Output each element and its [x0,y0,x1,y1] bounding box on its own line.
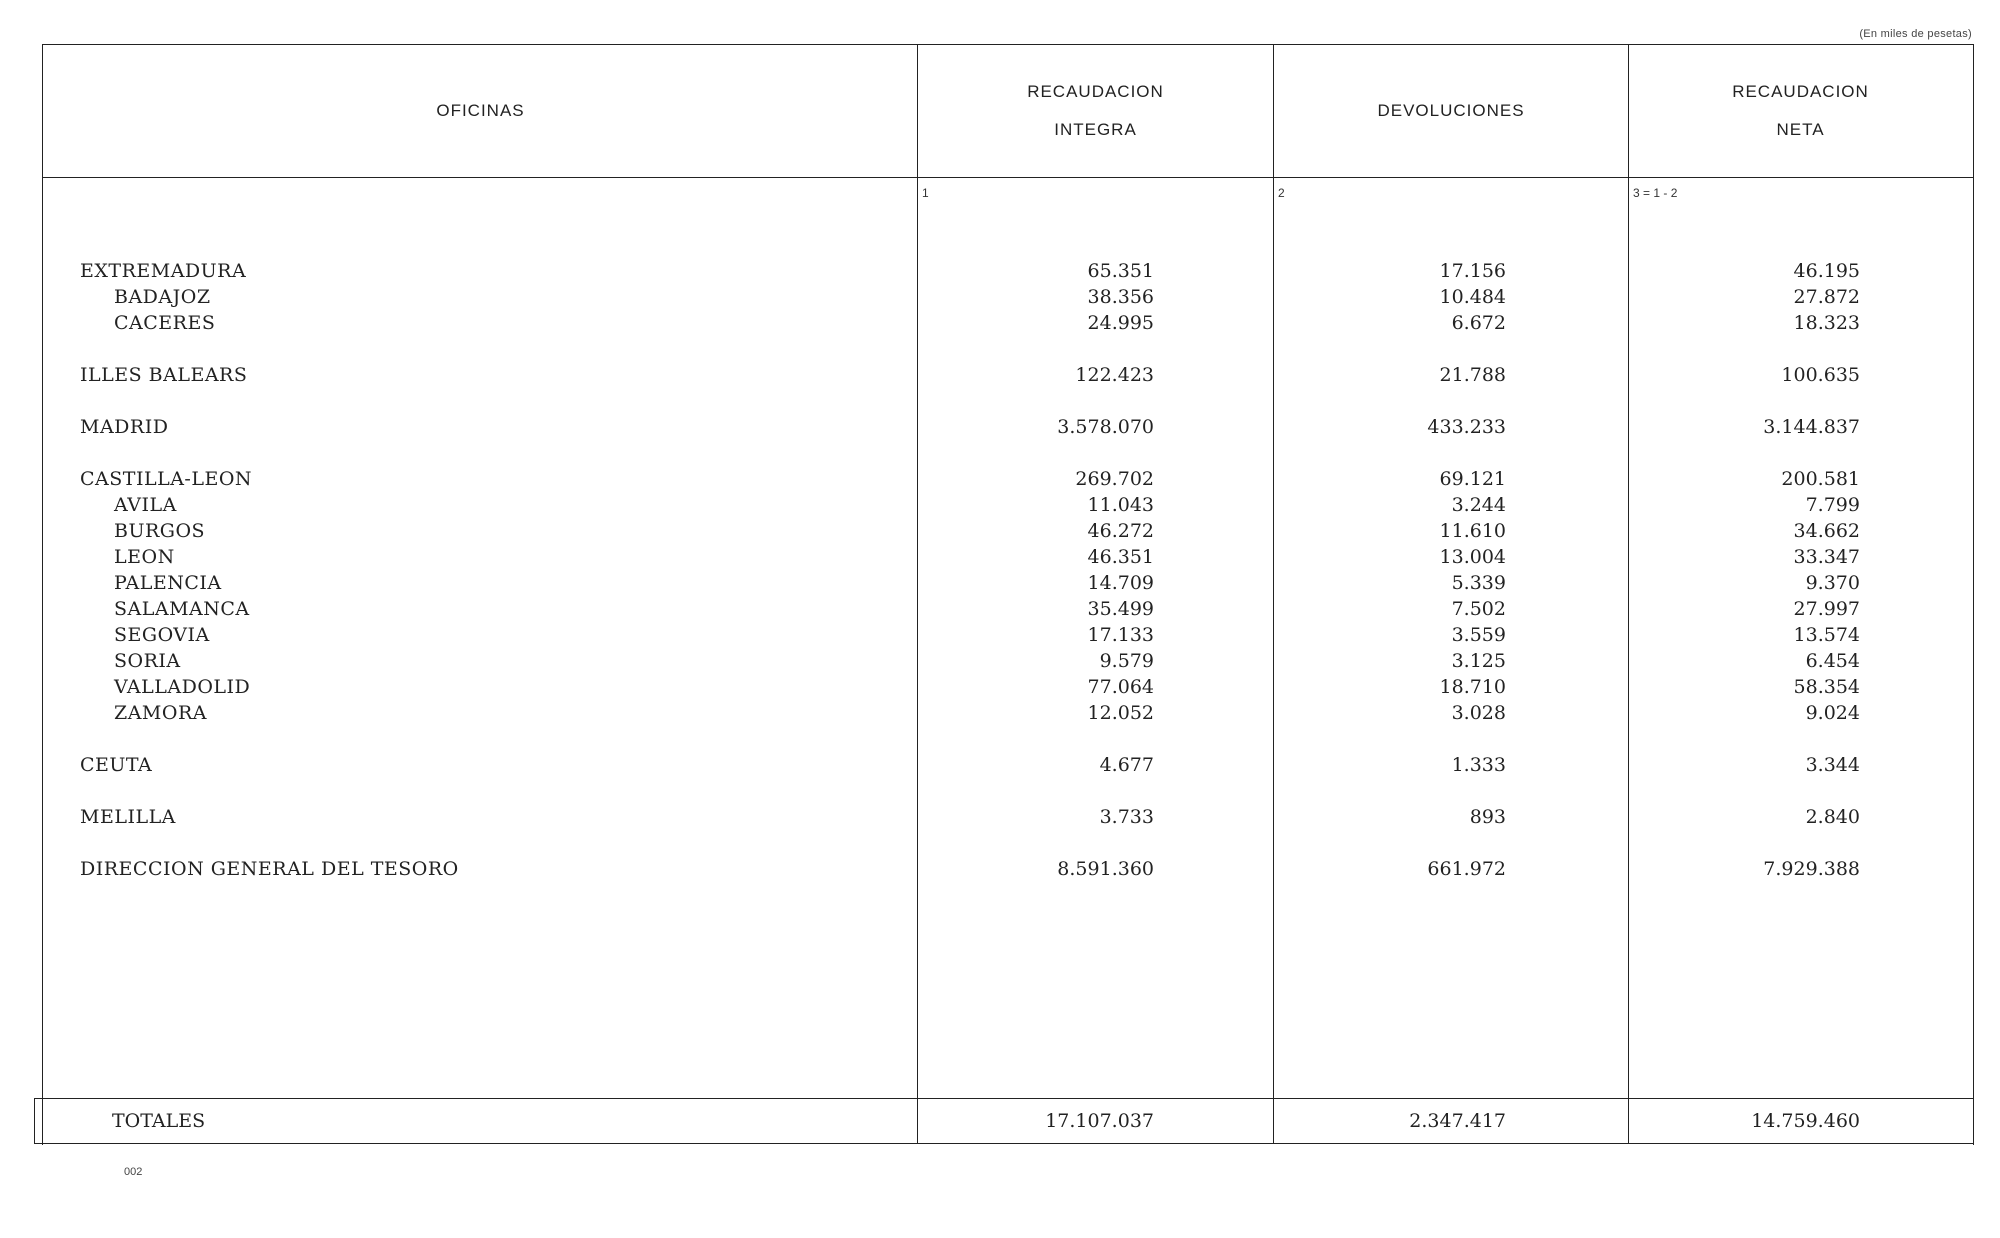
cell-recaudacion-integra: 12.052 [1087,702,1154,724]
table-row [0,648,2000,674]
cell-recaudacion-neta: 58.354 [1793,676,1860,698]
table-row [0,700,2000,726]
table-row [0,752,2000,778]
cell-recaudacion-neta: 200.581 [1781,468,1860,490]
cell-devoluciones: 3.559 [1451,624,1506,646]
cell-devoluciones: 433.233 [1427,416,1506,438]
cell-recaudacion-neta: 6.454 [1805,650,1860,672]
cell-devoluciones: 10.484 [1439,286,1506,308]
table-row [0,544,2000,570]
cell-recaudacion-integra: 38.356 [1087,286,1154,308]
table-row [0,284,2000,310]
cell-devoluciones: 3.125 [1451,650,1506,672]
cell-recaudacion-integra: 4.677 [1099,754,1154,776]
table-row [0,674,2000,700]
cell-devoluciones: 1.333 [1451,754,1506,776]
cell-recaudacion-neta: 13.574 [1793,624,1860,646]
header-recaudacion-neta: RECAUDACION NETA [1732,81,1869,139]
totals-label: TOTALES [112,1110,206,1132]
row-name: ILLES BALEARS [80,364,248,386]
cell-recaudacion-neta: 9.024 [1805,702,1860,724]
totals-neta: 14.759.460 [1751,1110,1860,1132]
cell-recaudacion-integra: 46.272 [1087,520,1154,542]
cell-recaudacion-neta: 7.799 [1805,494,1860,516]
cell-recaudacion-integra: 17.133 [1087,624,1154,646]
row-name: VALLADOLID [114,676,251,698]
cell-devoluciones: 6.672 [1451,312,1506,334]
cell-devoluciones: 5.339 [1451,572,1506,594]
column-number-1: 1 [922,186,929,200]
cell-recaudacion-neta: 27.997 [1793,598,1860,620]
column-number-2: 2 [1278,186,1285,200]
cell-devoluciones: 661.972 [1427,858,1506,880]
row-name: MADRID [80,416,169,438]
cell-recaudacion-neta: 9.370 [1805,572,1860,594]
page-footnote: 002 [124,1166,143,1178]
header-recaudacion-integra: RECAUDACION INTEGRA [1027,81,1164,139]
cell-recaudacion-neta: 18.323 [1793,312,1860,334]
cell-devoluciones: 21.788 [1439,364,1506,386]
cell-recaudacion-integra: 77.064 [1087,676,1154,698]
totals-integra: 17.107.037 [1045,1110,1154,1132]
cell-devoluciones: 3.244 [1451,494,1506,516]
cell-devoluciones: 893 [1469,806,1506,828]
table-row [0,804,2000,830]
header-divider [42,177,1974,178]
units-note: (En miles de pesetas) [1859,28,1972,40]
cell-recaudacion-integra: 14.709 [1087,572,1154,594]
row-name: SALAMANCA [114,598,250,620]
table-row [0,596,2000,622]
table-row [0,258,2000,284]
cell-recaudacion-integra: 122.423 [1075,364,1154,386]
cell-devoluciones: 17.156 [1439,260,1506,282]
cell-recaudacion-neta: 7.929.388 [1763,858,1860,880]
table-row [0,362,2000,388]
row-name: BURGOS [114,520,206,542]
row-name: CACERES [114,312,216,334]
table-row [0,492,2000,518]
cell-recaudacion-neta: 2.840 [1805,806,1860,828]
table-row [0,518,2000,544]
cell-devoluciones: 7.502 [1451,598,1506,620]
cell-devoluciones: 18.710 [1439,676,1506,698]
cell-recaudacion-neta: 33.347 [1793,546,1860,568]
cell-recaudacion-integra: 9.579 [1099,650,1154,672]
cell-recaudacion-neta: 46.195 [1793,260,1860,282]
table-row [0,310,2000,336]
cell-devoluciones: 13.004 [1439,546,1506,568]
table-row [0,856,2000,882]
cell-recaudacion-integra: 3.578.070 [1057,416,1154,438]
table-row [0,466,2000,492]
cell-devoluciones: 3.028 [1451,702,1506,724]
cell-recaudacion-neta: 27.872 [1793,286,1860,308]
row-name: SEGOVIA [114,624,210,646]
cell-recaudacion-neta: 3.344 [1805,754,1860,776]
header-devoluciones: DEVOLUCIONES [1377,100,1525,120]
row-name: CEUTA [80,754,153,776]
table-row [0,622,2000,648]
row-name: CASTILLA-LEON [80,468,253,490]
row-name: PALENCIA [114,572,222,594]
cell-recaudacion-integra: 46.351 [1087,546,1154,568]
cell-recaudacion-integra: 8.591.360 [1057,858,1154,880]
cell-recaudacion-integra: 269.702 [1075,468,1154,490]
row-name: ZAMORA [114,702,207,724]
totals-devoluciones: 2.347.417 [1409,1110,1506,1132]
column-divider [917,1098,918,1144]
column-number-3: 3 = 1 - 2 [1633,186,1678,200]
cell-devoluciones: 11.610 [1439,520,1506,542]
cell-recaudacion-neta: 34.662 [1793,520,1860,542]
cell-recaudacion-integra: 24.995 [1087,312,1154,334]
row-name: DIRECCION GENERAL DEL TESORO [80,858,459,880]
row-name: MELILLA [80,806,176,828]
row-name: AVILA [114,494,177,516]
column-divider [1628,1098,1629,1144]
table-row [0,414,2000,440]
cell-recaudacion-integra: 35.499 [1087,598,1154,620]
cell-recaudacion-integra: 3.733 [1099,806,1154,828]
header-oficinas: OFICINAS [436,100,525,120]
table-row [0,570,2000,596]
row-name: EXTREMADURA [80,260,247,282]
row-name: LEON [114,546,175,568]
cell-recaudacion-neta: 100.635 [1781,364,1860,386]
row-name: BADAJOZ [114,286,211,308]
cell-recaudacion-integra: 11.043 [1087,494,1154,516]
column-divider [1273,1098,1274,1144]
cell-devoluciones: 69.121 [1439,468,1506,490]
cell-recaudacion-integra: 65.351 [1087,260,1154,282]
cell-recaudacion-neta: 3.144.837 [1763,416,1860,438]
row-name: SORIA [114,650,181,672]
